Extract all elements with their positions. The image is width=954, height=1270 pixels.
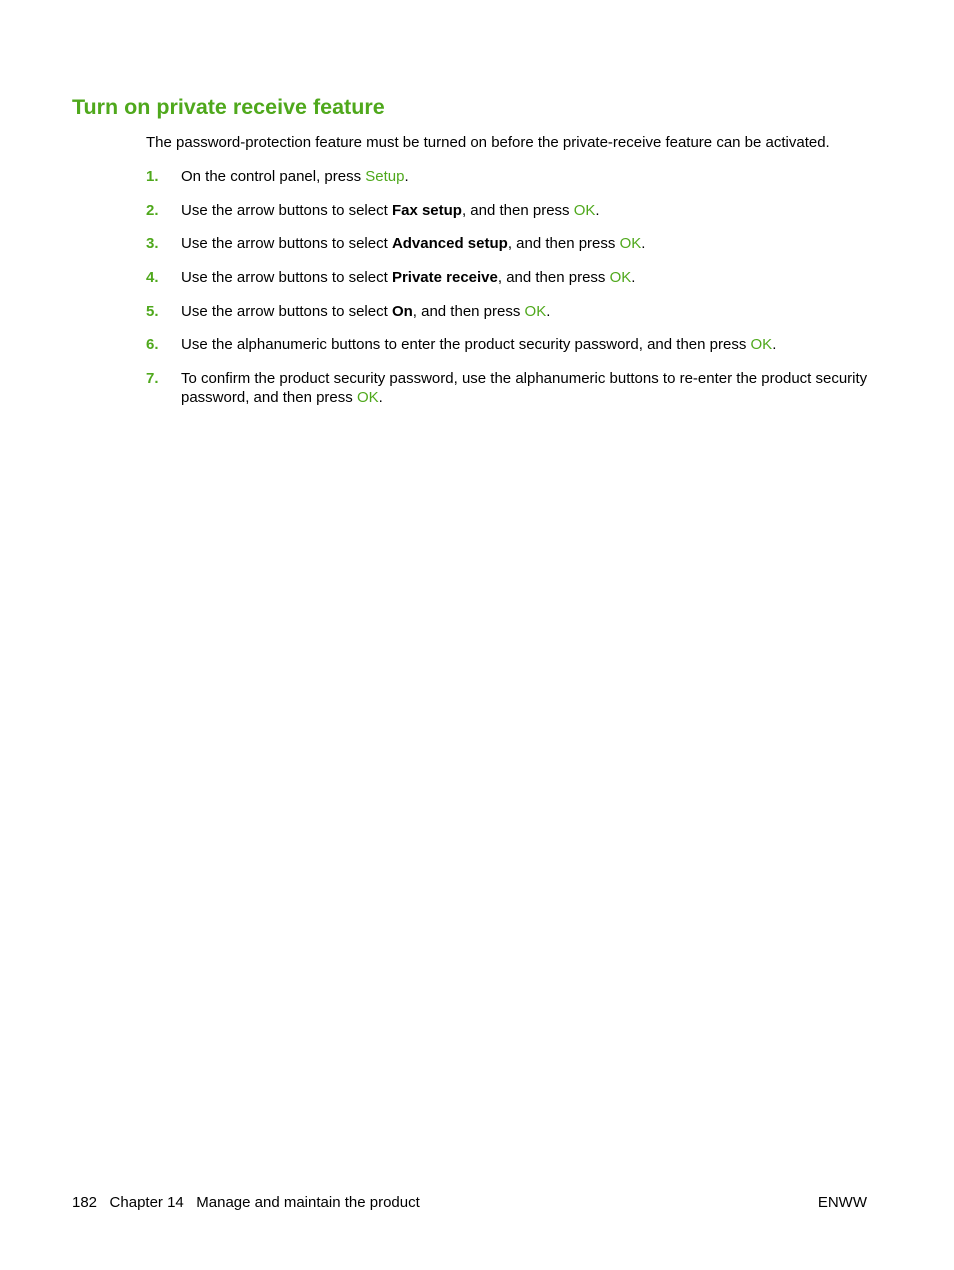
step-text-part: . [404,168,409,185]
step-text-part: Use the arrow buttons to select [181,201,392,219]
step-text-part: Use the arrow buttons to select [181,235,392,253]
step-text [181,268,876,287]
step-text-part: Use the arrow buttons to select [181,269,392,287]
step-text-part: . [641,235,646,253]
menu-item-label: Private receive [391,269,498,287]
step-number: 4. [146,269,159,287]
step-text-part: . [546,302,551,320]
control-key-label: Setup [365,168,405,185]
step-number: 7. [146,370,159,388]
step-text-part: Use the alphanumeric buttons to enter the product security password, and then press [181,336,751,354]
page-title: Turn on private receive feature [72,95,385,119]
step-text [181,167,876,186]
step-text-part: On the control panel, press [181,168,366,185]
step-item [146,369,876,407]
step-number: 6. [146,336,159,354]
step-text [181,201,876,220]
step-item [146,234,876,253]
page-number: 182 [72,1194,98,1211]
step-text-part: , and then press [497,269,610,287]
step-item [146,268,876,287]
step-text-part: , and then press [461,201,574,219]
menu-item-label: Advanced setup [391,235,508,253]
control-key-label: OK [750,336,773,354]
step-text-part: , and then press [412,302,525,320]
step-item [146,201,876,220]
step-number: 3. [146,235,159,253]
control-key-label: OK [609,269,632,287]
step-text [181,369,876,407]
intro-paragraph: The password-protection feature must be turned on before the private-receive feature can be activated. [146,134,830,151]
step-text [181,335,876,354]
chapter-title: Manage and maintain the product [196,1194,420,1211]
control-key-label: OK [524,302,547,320]
step-text-part: , and then press [507,235,620,253]
step-item [146,167,876,186]
control-key-label: OK [356,389,379,407]
step-text-part: To confirm the product security password, use the alphanumeric buttons to re-enter the product security password, and then press [181,370,868,407]
step-item [146,335,876,354]
step-number: 5. [146,302,159,320]
menu-item-label: Fax setup [391,201,462,219]
step-text-part: . [631,269,636,287]
step-text-part: Use the arrow buttons to select [181,302,392,320]
chapter-number: Chapter 14 [109,1194,184,1211]
step-number: 1. [146,168,159,185]
control-key-label: OK [573,201,596,219]
step-text [181,234,876,253]
step-text-part: . [378,389,383,407]
step-item [146,302,876,321]
step-text-part: . [772,336,777,354]
steps-list [146,167,876,422]
step-text [181,302,876,321]
menu-item-label: On [391,302,413,320]
locale-code: ENWW [817,1194,867,1211]
control-key-label: OK [619,235,642,253]
step-text-part: . [595,201,600,219]
step-number: 2. [146,201,159,219]
page-footer-left [72,1193,420,1212]
